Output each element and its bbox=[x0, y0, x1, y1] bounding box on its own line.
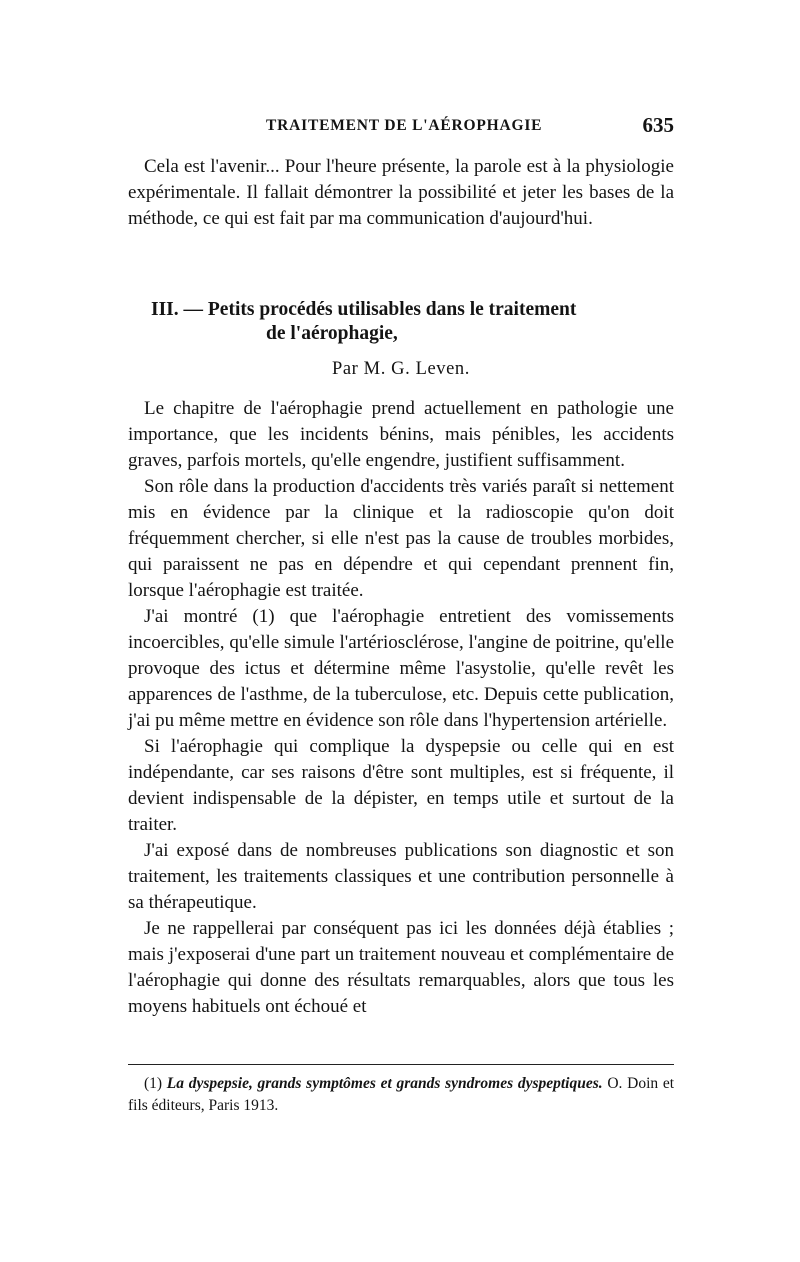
paragraph: J'ai montré (1) que l'aérophagie entretient des vomissements incoercibles, qu'elle simule l'artériosclérose, l'angine de poitrine, qu'elle provoque des ictus et détermine même l'asystolie, qu'elle revêt les apparences de l'asthme, de la tuberculose, etc. Depuis cette publication, j'ai pu même mettre en évidence son rôle dans l'hypertension artérielle. bbox=[128, 606, 674, 731]
intro-text bbox=[128, 154, 674, 232]
running-head: TRAITEMENT DE L'AÉROPHAGIE bbox=[266, 117, 543, 134]
intro-paragraph: Cela est l'avenir... Pour l'heure présente, la parole est à la physiologie expérimentale. Il fallait démontrer la possibilité et jeter les bases de la méthode, ce qui est fait par ma communication d'aujourd'hui. bbox=[128, 156, 674, 229]
author-byline: Par M. G. Leven. bbox=[331, 359, 471, 379]
paragraph: Je ne rappellerai par conséquent pas ici les données déjà établies ; mais j'exposerai d'une part un traitement nouveau et complémentaire de l'aérophagie qui donne des résultats remarquables, alors que tous les moyens habituels ont échoué et bbox=[128, 918, 674, 1017]
paragraph: Si l'aérophagie qui complique la dyspepsie ou celle qui en est indépendante, car ses raisons d'être sont multiples, est si fréquente, il devient indispensable de la dépister, en temps utile et surtout de la traiter. bbox=[128, 736, 674, 835]
section-title-line-2: de l'aérophagie, bbox=[266, 323, 398, 344]
main-text bbox=[128, 396, 674, 1020]
footnote-publisher: O. Doin et fils éditeurs, Paris 1913. bbox=[128, 1075, 675, 1114]
paragraph: Son rôle dans la production d'accidents très variés paraît si nettement mis en évidence par la clinique et la radioscopie qu'on doit fréquemment chercher, si elle n'est pas la cause de troubles morbides, qui paraissent ne pas en dépendre et qui cependant prennent fin, lorsque l'aérophagie est traitée. bbox=[128, 476, 674, 601]
footnote bbox=[128, 1073, 674, 1117]
paragraph: Le chapitre de l'aérophagie prend actuellement en pathologie une importance, que les incidents bénins, mais pénibles, les accidents graves, parfois mortels, qu'elle engendre, justifient suffisamment. bbox=[128, 398, 674, 471]
footnote-divider bbox=[128, 1064, 674, 1065]
footnote-title: La dyspepsie, grands symptômes et grands syndromes dyspeptiques. bbox=[166, 1075, 603, 1092]
section-title bbox=[130, 298, 676, 346]
page-header bbox=[128, 113, 674, 143]
page-number: 635 bbox=[642, 113, 674, 137]
footnote-marker: (1) bbox=[144, 1075, 163, 1092]
paragraph: J'ai exposé dans de nombreuses publications son diagnostic et son traitement, les traitements classiques et une contribution personnelle à sa thérapeutique. bbox=[128, 840, 674, 913]
section-title-line-1: III. — Petits procédés utilisables dans le traitement bbox=[151, 299, 577, 320]
